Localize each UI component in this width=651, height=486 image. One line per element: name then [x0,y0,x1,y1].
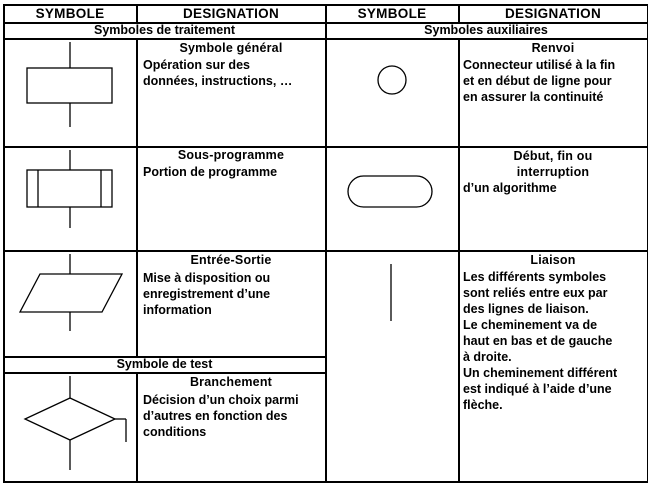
desc-line: Décision d’un choix parmi [143,393,299,407]
title-line: Début, fin ou [513,149,593,163]
desc-line: Le cheminement va de [463,318,598,332]
desc-line: Connecteur utilisé à la fin [463,58,616,72]
right-row-1-title: Renvoi [531,41,575,55]
desc-line: Les différents symboles [463,270,607,284]
section-auxiliaires: Symboles auxiliaires [424,23,548,37]
desc-line: est indiqué à l’aide d’une [463,382,612,396]
subroutine-icon [27,150,112,228]
left-row-4-desc [143,392,299,440]
desc-line: et en début de ligne pour [463,74,612,88]
desc-line: sont reliés entre eux par [463,286,608,300]
header-designation-right: DESIGNATION [504,6,602,21]
section-test: Symbole de test [116,357,213,371]
desc-line: information [143,303,212,317]
right-row-3-desc [463,269,617,413]
terminator-icon [348,176,432,207]
desc-line: Un cheminement différent [463,366,618,380]
title-line: interruption [516,165,590,179]
desc-line: en assurer la continuité [463,90,604,104]
desc-line: d’un algorithme [463,181,557,195]
desc-line: haut en bas et de gauche [463,334,613,348]
desc-line: conditions [143,425,207,439]
left-row-1-title: Symbole général [179,41,283,55]
left-row-2-title: Sous-programme [177,148,285,162]
left-row-1-desc [143,57,292,89]
desc-line: flèche. [463,398,503,412]
header-symbole-right: SYMBOLE [357,6,427,21]
decision-diamond-icon [25,376,126,470]
desc-line: Opération sur des [143,58,250,72]
right-row-3-title: Liaison [530,253,576,267]
desc-line: données, instructions, … [143,74,293,88]
right-row-2-desc [463,180,557,196]
desc-line: Mise à disposition ou [143,271,271,285]
desc-line: Portion de programme [143,165,278,179]
header-designation-left: DESIGNATION [182,6,280,21]
right-row-2-title [459,148,647,180]
input-output-parallelogram-icon [20,254,122,331]
process-rectangle-icon [27,42,112,127]
desc-line: enregistrement d’une [143,287,271,301]
desc-line: des lignes de liaison. [463,302,589,316]
left-row-3-desc [143,270,270,318]
section-traitement: Symboles de traitement [93,23,235,37]
left-row-2-desc [143,164,277,180]
left-row-3-title: Entrée-Sortie [190,253,272,267]
desc-line: à droite. [463,350,512,364]
left-row-4-title: Branchement [189,375,273,389]
desc-line: d’autres en fonction des [143,409,288,423]
header-symbole-left: SYMBOLE [35,6,105,21]
connector-circle-icon [378,66,406,94]
right-row-1-desc [463,57,615,105]
